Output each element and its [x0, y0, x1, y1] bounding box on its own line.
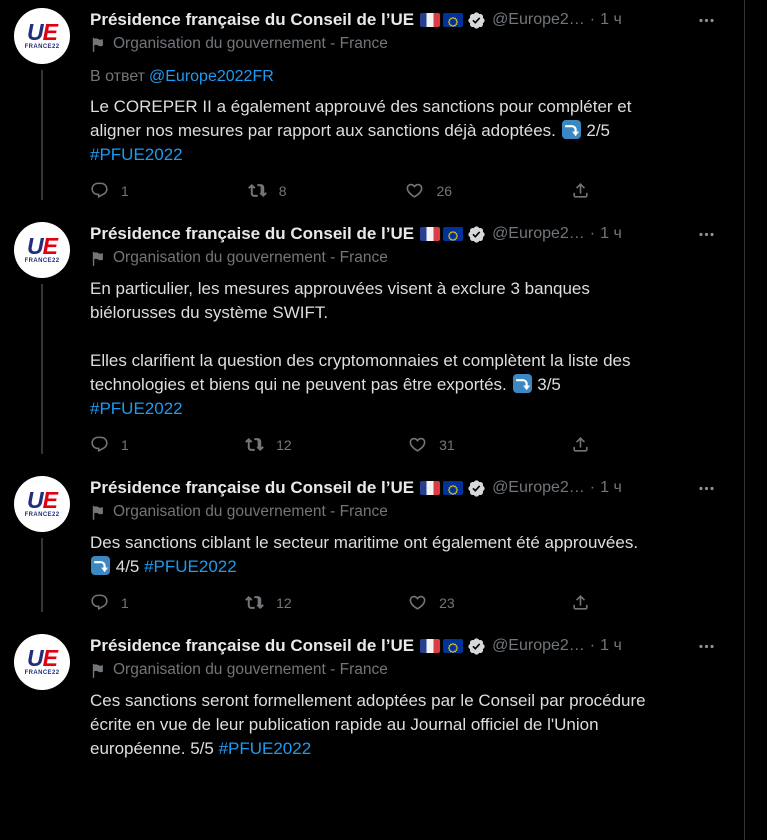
- retweet-button[interactable]: [245, 435, 292, 454]
- tweet-text: Le COREPER II a également approuvé des sanctions pour compléter et aligner nos mesures par rapport aux sanctions déjà adoptées. 2/5 #PFUE2022: [90, 97, 632, 164]
- avatar-logo-subtext: FRANCE22: [24, 512, 60, 518]
- avatar-logo-subtext: FRANCE22: [24, 670, 60, 676]
- tweet-actions: [90, 181, 590, 200]
- account-handle[interactable]: @Europe2…: [492, 637, 585, 654]
- reply-button[interactable]: [90, 435, 129, 454]
- dot-separator: ·: [589, 479, 596, 496]
- category-flag-icon: [90, 662, 107, 679]
- share-button[interactable]: [571, 593, 590, 612]
- eu-flag-emoji: [443, 227, 463, 241]
- arrow-curving-down-emoji: [562, 120, 581, 139]
- more-button[interactable]: [697, 637, 720, 656]
- account-category-row: [90, 659, 720, 681]
- avatar-logo: UE: [27, 19, 57, 45]
- account-category-row: [90, 247, 720, 269]
- reply-button[interactable]: [90, 593, 129, 612]
- reply-button[interactable]: [90, 181, 129, 200]
- like-count: 26: [436, 182, 453, 199]
- thread-connector-line: [41, 284, 43, 454]
- avatar[interactable]: [14, 8, 70, 64]
- thread-connector-line: [41, 538, 43, 612]
- like-button[interactable]: [405, 181, 452, 200]
- france-flag-emoji: [420, 227, 440, 241]
- hashtag-link[interactable]: #PFUE2022: [90, 145, 183, 164]
- reply-count: 1: [121, 594, 129, 611]
- display-name[interactable]: Présidence française du Conseil de l’UE: [90, 636, 415, 655]
- share-button[interactable]: [571, 181, 590, 200]
- dot-separator: ·: [589, 637, 596, 654]
- category-label: Organisation du gouvernement - France: [113, 503, 388, 520]
- thread-connector-line: [41, 70, 43, 200]
- verified-badge-icon: [467, 11, 486, 30]
- france-flag-emoji: [420, 481, 440, 495]
- retweet-count: 8: [278, 182, 287, 199]
- timestamp[interactable]: 1 ч: [600, 225, 622, 242]
- display-name[interactable]: Présidence française du Conseil de l’UE: [90, 224, 415, 243]
- timestamp[interactable]: 1 ч: [600, 479, 622, 496]
- reply-context: [90, 67, 720, 87]
- tweet[interactable]: [0, 0, 744, 214]
- tweet[interactable]: [0, 626, 744, 775]
- display-name[interactable]: Présidence française du Conseil de l’UE: [90, 478, 415, 497]
- more-button[interactable]: [697, 11, 720, 30]
- tweet-header: [90, 8, 720, 32]
- like-button[interactable]: [408, 593, 455, 612]
- hashtag-link[interactable]: #PFUE2022: [90, 399, 183, 418]
- tweet-text: Des sanctions ciblant le secteur maritime ont également été approuvées. 4/5 #PFUE2022: [90, 533, 639, 576]
- eu-flag-emoji: [443, 639, 463, 653]
- dot-separator: ·: [589, 225, 596, 242]
- tweet-actions: [90, 435, 590, 454]
- hashtag-link[interactable]: #PFUE2022: [144, 557, 237, 576]
- display-name[interactable]: Présidence française du Conseil de l’UE: [90, 10, 415, 29]
- verified-badge-icon: [467, 479, 486, 498]
- account-handle[interactable]: @Europe2…: [492, 479, 585, 496]
- like-count: 31: [439, 436, 455, 453]
- avatar[interactable]: [14, 222, 70, 278]
- hashtag-link[interactable]: #PFUE2022: [218, 739, 312, 758]
- account-category-row: [90, 501, 720, 523]
- retweet-button[interactable]: [248, 181, 287, 200]
- category-flag-icon: [90, 250, 107, 267]
- reply-context-prefix: В ответ: [90, 68, 146, 85]
- mention-link[interactable]: @Europe2022FR: [149, 68, 274, 85]
- tweet-gutter: [14, 8, 70, 200]
- tweet-actions: [90, 593, 590, 612]
- tweet-text: Ces sanctions seront formellement adoptées par le Conseil par procédure écrite en vue de leur publication rapide au Journal officiel de l'Union européenne. 5/5 #PFUE2022: [90, 691, 646, 758]
- avatar-logo: UE: [27, 233, 57, 259]
- account-handle[interactable]: @Europe2…: [492, 11, 585, 28]
- avatar-logo-subtext: FRANCE22: [24, 258, 60, 264]
- like-button[interactable]: [408, 435, 455, 454]
- retweet-button[interactable]: [245, 593, 292, 612]
- retweet-count: 12: [276, 436, 292, 453]
- account-category-row: [90, 33, 720, 55]
- avatar-logo: UE: [27, 487, 57, 513]
- more-button[interactable]: [697, 225, 720, 244]
- category-label: Organisation du gouvernement - France: [113, 35, 388, 52]
- eu-flag-emoji: [443, 13, 463, 27]
- retweet-count: 12: [276, 594, 292, 611]
- avatar[interactable]: [14, 476, 70, 532]
- category-label: Organisation du gouvernement - France: [113, 249, 388, 266]
- timestamp[interactable]: 1 ч: [600, 11, 622, 28]
- verified-badge-icon: [467, 637, 486, 656]
- tweet-text: En particulier, les mesures approuvées visent à exclure 3 banques biélorusses du système SWIFT. Elles clarifient la question des cryptomonnaies et complètent la liste des technologies et biens qui ne peuvent pas être exportés. 3/5 #PFUE2022: [90, 279, 631, 418]
- reply-count: 1: [121, 436, 129, 453]
- share-button[interactable]: [571, 435, 590, 454]
- more-button[interactable]: [697, 479, 720, 498]
- category-label: Organisation du gouvernement - France: [113, 661, 388, 678]
- tweet-gutter: [14, 476, 70, 612]
- tweet-header: [90, 634, 720, 658]
- like-count: 23: [439, 594, 455, 611]
- category-flag-icon: [90, 36, 107, 53]
- account-handle[interactable]: @Europe2…: [492, 225, 585, 242]
- tweet[interactable]: [0, 214, 744, 468]
- avatar-logo-subtext: FRANCE22: [24, 44, 60, 50]
- tweet-header: [90, 476, 720, 500]
- arrow-curving-down-emoji: [91, 556, 110, 575]
- category-flag-icon: [90, 504, 107, 521]
- verified-badge-icon: [467, 225, 486, 244]
- timestamp[interactable]: 1 ч: [600, 637, 622, 654]
- tweet-gutter: [14, 222, 70, 454]
- france-flag-emoji: [420, 639, 440, 653]
- avatar[interactable]: [14, 634, 70, 690]
- france-flag-emoji: [420, 13, 440, 27]
- tweet-gutter: [14, 634, 70, 761]
- tweet[interactable]: [0, 468, 744, 626]
- reply-count: 1: [121, 182, 129, 199]
- avatar-logo: UE: [27, 645, 57, 671]
- arrow-curving-down-emoji: [513, 374, 532, 393]
- dot-separator: ·: [589, 11, 596, 28]
- tweet-header: [90, 222, 720, 246]
- eu-flag-emoji: [443, 481, 463, 495]
